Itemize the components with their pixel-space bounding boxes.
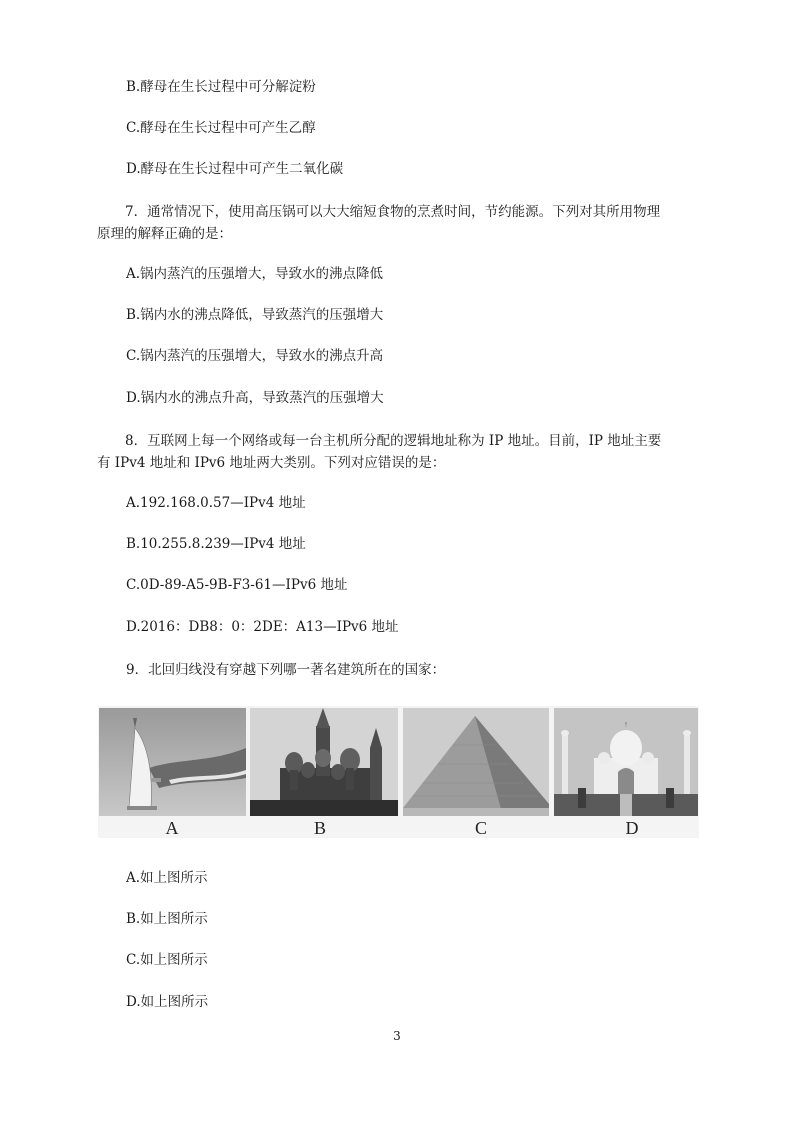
photo-taj-mahal xyxy=(554,708,698,816)
q9-option-c: C.如上图所示 xyxy=(126,952,208,968)
q7-stem-line1: 7．通常情况下，使用高压锅可以大大缩短食物的烹煮时间，节约能源。下列对其所用物理 xyxy=(125,204,661,220)
page-number: 3 xyxy=(393,1029,401,1043)
landmarks-figure xyxy=(98,706,699,838)
figure-label-c: C xyxy=(474,818,487,838)
q8-option-c: C.0D-89-A5-9B-F3-61—IPv6 地址 xyxy=(126,577,348,593)
q8-option-a: A.192.168.0.57—IPv4 地址 xyxy=(126,495,306,511)
q8-stem xyxy=(97,430,697,474)
q9-option-a: A.如上图所示 xyxy=(126,870,208,886)
q8-stem-line2: 有 IPv4 地址和 IPv6 地址两大类别。下列对应错误的是： xyxy=(97,455,446,471)
figure-label-a: A xyxy=(165,818,179,838)
q9-stem: 9．北回归线没有穿越下列哪一著名建筑所在的国家： xyxy=(126,662,446,678)
q7-option-a: A.锅内蒸汽的压强增大，导致水的沸点降低 xyxy=(126,266,384,282)
figure-label-b: B xyxy=(313,818,326,838)
q9-option-b: B.如上图所示 xyxy=(126,911,208,927)
q8-stem-line1: 8．互联网上每一个网络或每一台主机所分配的逻辑地址称为 IP 地址。目前，IP 地址主要 xyxy=(125,433,662,449)
q6-option-d: D.酵母在生长过程中可产生二氧化碳 xyxy=(126,161,344,177)
photo-st-basils-cathedral xyxy=(250,708,398,816)
photo-burj-al-arab xyxy=(99,708,246,816)
q7-option-c: C.锅内蒸汽的压强增大，导致水的沸点升高 xyxy=(126,348,384,364)
q7-stem xyxy=(97,201,697,245)
q9-option-d: D.如上图所示 xyxy=(126,994,209,1010)
q7-option-d: D.锅内水的沸点升高，导致蒸汽的压强增大 xyxy=(126,390,384,406)
q8-option-d: D.2016：DB8：0：2DE：A13—IPv6 地址 xyxy=(126,619,399,635)
q6-option-c: C.酵母在生长过程中可产生乙醇 xyxy=(126,120,316,136)
q6-option-b: B.酵母在生长过程中可分解淀粉 xyxy=(126,79,316,95)
figure-label-d: D xyxy=(625,818,639,838)
photo-pyramid xyxy=(403,708,549,816)
q8-option-b: B.10.255.8.239—IPv4 地址 xyxy=(126,536,306,552)
q7-option-b: B.锅内水的沸点降低，导致蒸汽的压强增大 xyxy=(126,307,384,323)
q7-stem-line2: 原理的解释正确的是： xyxy=(97,226,232,242)
